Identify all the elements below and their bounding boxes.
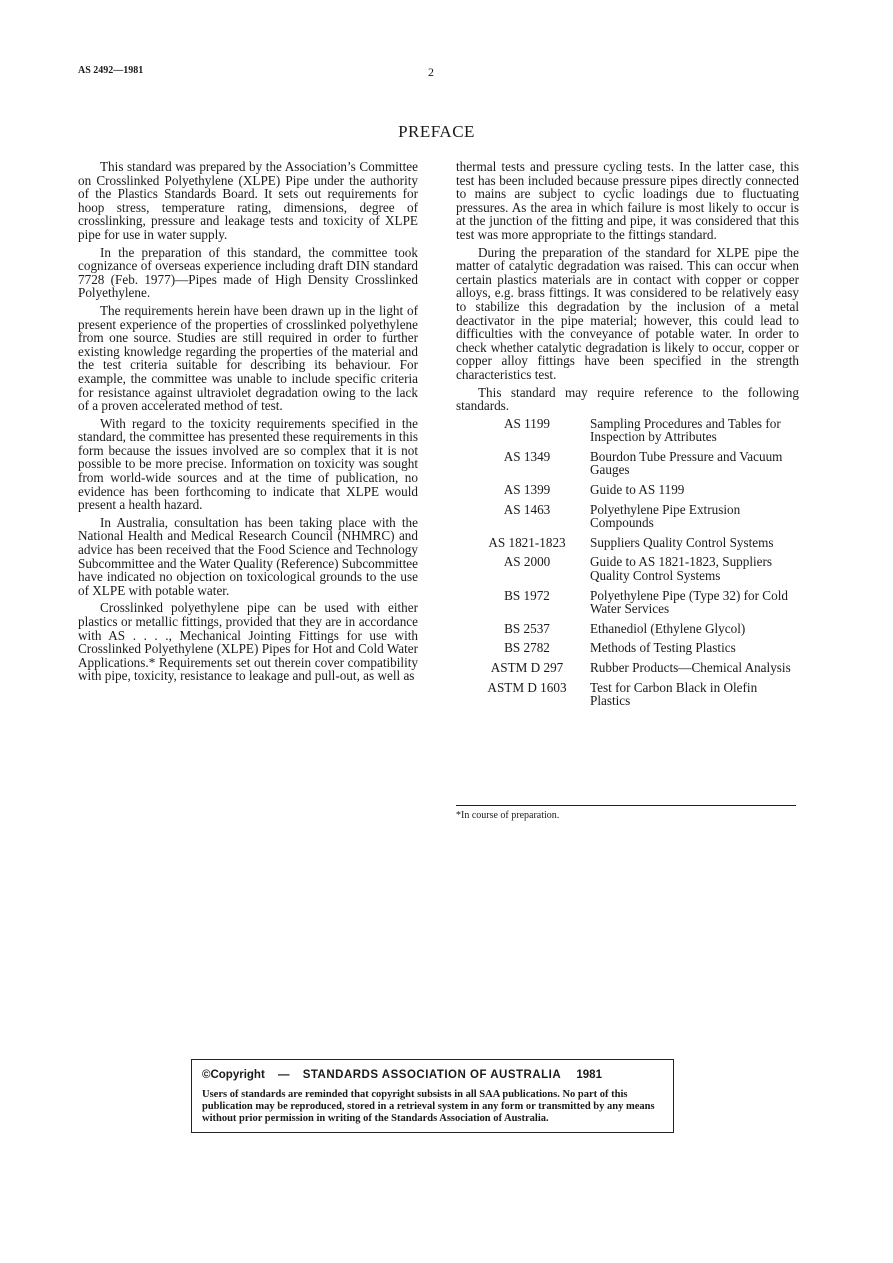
reference-row (464, 417, 799, 450)
footnote-divider (456, 805, 796, 806)
reference-title: Methods of Testing Plastics (590, 640, 736, 656)
copyright-box (191, 1059, 674, 1133)
reference-code: AS 1349 (503, 448, 551, 464)
reference-code: AS 1199 (503, 415, 551, 431)
paragraph: With regard to the toxicity requirements specified in the standard, the committee has presented these requirements in this form because the issues involved are so complex that it is not possible to be more precise. Information on toxicity was sought from world-wide sources and at the time of publication, no evidence has been forthcoming to indicate that XLPE would present a health hazard. (78, 415, 418, 513)
reference-title: Guide to AS 1821-1823, Suppliers Quality Control Systems (590, 554, 773, 584)
reference-row (464, 483, 799, 503)
copyright-year: 1981 (576, 1069, 602, 1081)
paragraph: During the preparation of the standard for XLPE pipe the matter of catalytic degradation was raised. This can occur when certain plastics materials are in contact with copper or copper alloys, e.g. brass fittings. It was considered to be relatively easy to stabilize this degradation by the inclusion of a metal deactivator in the pipe material; however, this could lead to difficulties with the conveyance of potable water. In order to check whether catalytic degradation is likely to occur, copper or copper alloy fittings have been specified in the strength characteristics test. (456, 244, 799, 382)
paragraph: In Australia, consultation has been taking place with the National Health and Medical Research Council (NHMRC) and advice has been received that the Food Science and Technology Subcommittee and the Water Quality (Reference) Subcommittee have indicated no objection on toxicological grounds to the use of XLPE with potable water. (78, 514, 418, 598)
reference-code: BS 1972 (504, 587, 550, 603)
reference-list (464, 417, 799, 714)
right-column (456, 160, 799, 714)
reference-code: AS 1399 (503, 482, 551, 498)
reference-title: Test for Carbon Black in Olefin Plastics (590, 679, 758, 709)
copyright-notice: Users of standards are reminded that copyright subsists in all SAA publications. No part of this publication may be reproduced, stored in a retrieval system in any form or transmitted by any means without prior permission in writing of the Standards Association of Australia. (202, 1089, 655, 1124)
copyright-heading (202, 1069, 662, 1081)
paragraph: In the preparation of this standard, the committee took cognizance of overseas experience including draft DIN standard 7728 (Feb. 1977)—Pipes made of High Density Crosslinked Polyethylene. (78, 244, 418, 301)
reference-title: Bourdon Tube Pressure and Vacuum Gauges (590, 448, 783, 478)
reference-title: Rubber Products—Chemical Analysis (590, 660, 791, 675)
reference-code: BS 2537 (504, 620, 550, 636)
copyright-dash: — (277, 1069, 290, 1081)
paragraph-continuation: thermal tests and pressure cycling tests. In the latter case, this test has been included because pressure pipes directly connected to mains are subject to cyclic loadings due to fluctuating pressures. As the area in which failure is most likely to occur is at the junction of the fitting and pipe, it was considered that this test was more appropriate to the fittings standard. (456, 159, 799, 242)
reference-row (464, 641, 799, 661)
reference-code: AS 1821-1823 (488, 534, 566, 550)
reference-code: ASTM D 1603 (487, 679, 567, 695)
copyright-label: ©Copyright (202, 1069, 265, 1081)
footnote: *In course of preparation. (456, 810, 560, 821)
left-column (78, 160, 418, 687)
reference-row (464, 661, 799, 681)
reference-title: Polyethylene Pipe Extrusion Compounds (590, 501, 741, 531)
reference-code: ASTM D 297 (490, 660, 564, 675)
reference-row (464, 555, 799, 588)
reference-title: Sampling Procedures and Tables for Inspection by Attributes (590, 415, 781, 445)
paragraph: This standard was prepared by the Association’s Committee on Crosslinked Polyethylene (XLPE) Pipe under the authority of the Plastics Standards Board. It sets out requirements for hoop stress, temperature rating, dimensions, degree of crosslinking, pressure and leakage tests and toxicity of XLPE pipe for use in water supply. (78, 159, 418, 242)
paragraph: This standard may require reference to the following standards. (456, 384, 799, 414)
reference-row (464, 681, 799, 714)
reference-title: Guide to AS 1199 (590, 482, 685, 498)
reference-row (464, 503, 799, 536)
reference-row (464, 589, 799, 622)
copyright-organization: STANDARDS ASSOCIATION OF AUSTRALIA (302, 1069, 562, 1081)
reference-code: BS 2782 (504, 640, 550, 656)
reference-code: AS 2000 (503, 554, 551, 570)
reference-row (464, 622, 799, 642)
reference-row (464, 450, 799, 483)
reference-title: Polyethylene Pipe (Type 32) for Cold Water Services (590, 587, 788, 617)
reference-code: AS 1463 (503, 501, 551, 517)
reference-title: Suppliers Quality Control Systems (590, 534, 774, 550)
page-number: 2 (428, 65, 434, 79)
reference-row (464, 536, 799, 556)
reference-title: Ethanediol (Ethylene Glycol) (590, 620, 746, 636)
paragraph: Crosslinked polyethylene pipe can be used with either plastics or metallic fittings, provided that they are in accordance with AS . . . ., Mechanical Jointing Fittings for use with Crosslinked Polyethylene (XLPE) Pipes for Hot and Cold Water Applications.* Requirements set out therein cover compatibility with pipe, toxicity, resistance to leakage and pull-out, as well as (78, 600, 418, 684)
standard-number: AS 2492—1981 (78, 65, 144, 76)
page-title: PREFACE (398, 122, 475, 141)
paragraph: The requirements herein have been drawn up in the light of present experience of the properties of crosslinked polyethylene from one source. Studies are still required in order to further existing knowledge regarding the properties of the material and the test criteria suitable for describing its behaviour. For example, the committee was unable to include specific criteria for resistance against ultraviolet degradation owing to the lack of a proven accelerated method of test. (78, 302, 418, 414)
